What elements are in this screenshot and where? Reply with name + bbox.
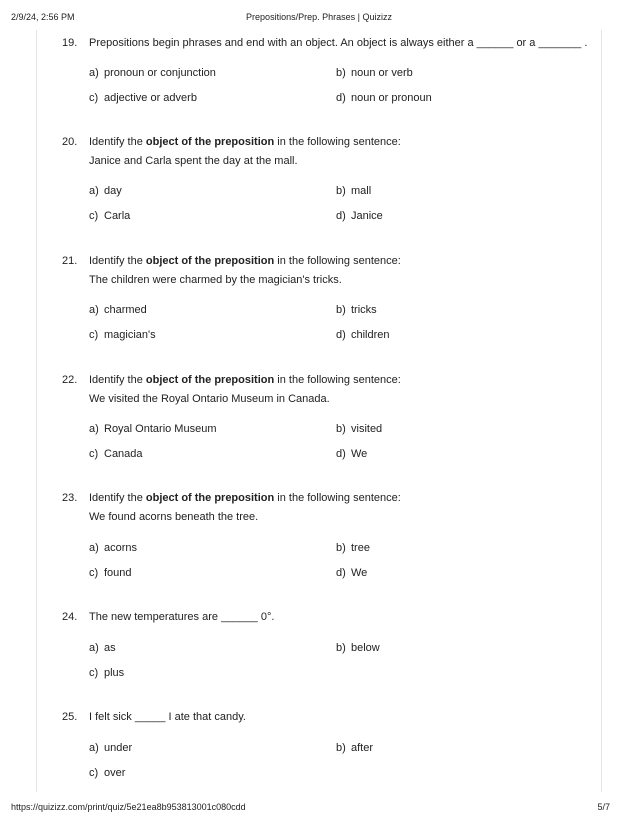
option-a [89, 541, 137, 555]
option-a [89, 184, 122, 198]
option-text: under [104, 742, 133, 754]
option-text: noun or verb [351, 67, 413, 79]
option-a [89, 422, 217, 436]
question-number: 20. [62, 136, 78, 148]
option-text: tree [351, 542, 370, 554]
option-a [89, 66, 216, 80]
option-a [89, 303, 147, 317]
option-text: found [104, 567, 132, 579]
option-text: below [351, 642, 380, 654]
option-letter: c) [89, 92, 99, 104]
print-page-title: Prepositions/Prep. Phrases | Quizizz [246, 12, 392, 22]
option-letter: b) [336, 542, 346, 554]
option-c [89, 328, 156, 342]
question-text [89, 254, 609, 268]
option-b [336, 641, 380, 655]
question-text: Prepositions begin phrases and end with an object. An object is always either a ______ or a _______ . [89, 37, 588, 49]
option-c [89, 666, 124, 680]
option-d [336, 328, 390, 342]
option-letter: a) [89, 67, 99, 79]
option-text: noun or pronoun [351, 92, 432, 104]
print-url: https://quizizz.com/print/quiz/5e21ea8b953813001c080cdd [11, 802, 246, 812]
option-letter: c) [89, 448, 99, 460]
option-letter: a) [89, 304, 99, 316]
option-b [336, 422, 382, 436]
option-text: children [351, 329, 390, 341]
option-letter: b) [336, 642, 346, 654]
question-emphasis: object of the preposition [145, 492, 275, 504]
option-letter: a) [89, 742, 99, 754]
option-letter: d) [336, 567, 346, 579]
option-a [89, 741, 132, 755]
question-emphasis: object of the preposition [145, 374, 275, 386]
option-text: visited [351, 423, 383, 435]
question-emphasis: object of the preposition [145, 136, 275, 148]
option-letter: a) [89, 423, 99, 435]
option-b [336, 741, 373, 755]
question-text: The new temperatures are ______ 0°. [89, 611, 275, 623]
option-letter: c) [89, 567, 99, 579]
option-text: charmed [104, 304, 147, 316]
option-d [336, 447, 367, 461]
question-text [89, 491, 609, 505]
option-text: Canada [104, 448, 143, 460]
left-border-line [36, 30, 37, 792]
question-suffix: in the following sentence: [274, 255, 401, 267]
question-emphasis: object of the preposition [145, 255, 275, 267]
option-b [336, 66, 413, 80]
option-c [89, 447, 143, 461]
question-number: 22. [62, 374, 78, 386]
question-suffix: in the following sentence: [274, 136, 401, 148]
question-suffix: in the following sentence: [274, 492, 401, 504]
option-b [336, 541, 370, 555]
option-d [336, 566, 367, 580]
page-number: 5/7 [597, 802, 610, 812]
option-text: acorns [104, 542, 138, 554]
option-letter: c) [89, 767, 99, 779]
option-c [89, 766, 125, 780]
option-letter: d) [336, 92, 346, 104]
option-text: We [351, 448, 368, 460]
option-letter: a) [89, 642, 99, 654]
question-text: I felt sick _____ I ate that candy. [89, 711, 246, 723]
option-letter: c) [89, 329, 99, 341]
question-sentence: Janice and Carla spent the day at the mall. [89, 155, 298, 167]
option-text: pronoun or conjunction [104, 67, 216, 79]
option-letter: c) [89, 210, 99, 222]
option-letter: b) [336, 742, 346, 754]
option-letter: a) [89, 185, 99, 197]
option-text: adjective or adverb [104, 92, 197, 104]
question-prefix: Identify the [89, 492, 146, 504]
option-letter: d) [336, 448, 346, 460]
option-letter: b) [336, 304, 346, 316]
option-c [89, 91, 197, 105]
option-text: as [104, 642, 116, 654]
option-b [336, 303, 377, 317]
question-sentence: We visited the Royal Ontario Museum in Canada. [89, 393, 330, 405]
question-text [89, 373, 609, 387]
question-prefix: Identify the [89, 136, 146, 148]
option-text: after [351, 742, 374, 754]
option-text: day [104, 185, 122, 197]
option-text: over [104, 767, 126, 779]
question-sentence: The children were charmed by the magician's tricks. [89, 274, 342, 286]
option-b [336, 184, 371, 198]
option-text: Janice [351, 210, 383, 222]
question-prefix: Identify the [89, 374, 146, 386]
question-suffix: in the following sentence: [274, 374, 401, 386]
option-letter: a) [89, 542, 99, 554]
option-d [336, 209, 383, 223]
question-text [89, 135, 609, 149]
option-text: mall [351, 185, 372, 197]
option-letter: b) [336, 423, 346, 435]
option-c [89, 209, 130, 223]
option-d [336, 91, 432, 105]
question-number: 23. [62, 492, 78, 504]
option-text: We [351, 567, 368, 579]
option-text: Royal Ontario Museum [104, 423, 217, 435]
question-sentence: We found acorns beneath the tree. [89, 511, 259, 523]
option-text: plus [104, 667, 125, 679]
option-letter: d) [336, 210, 346, 222]
option-text: Carla [104, 210, 131, 222]
question-number: 25. [62, 711, 78, 723]
option-letter: d) [336, 329, 346, 341]
question-number: 24. [62, 611, 78, 623]
option-letter: c) [89, 667, 99, 679]
print-datetime: 2/9/24, 2:56 PM [11, 12, 75, 22]
question-number: 21. [62, 255, 78, 267]
option-text: tricks [351, 304, 377, 316]
question-prefix: Identify the [89, 255, 146, 267]
option-a [89, 641, 116, 655]
option-letter: b) [336, 185, 346, 197]
option-letter: b) [336, 67, 346, 79]
option-c [89, 566, 132, 580]
option-text: magician's [104, 329, 156, 341]
question-number: 19. [62, 37, 78, 49]
